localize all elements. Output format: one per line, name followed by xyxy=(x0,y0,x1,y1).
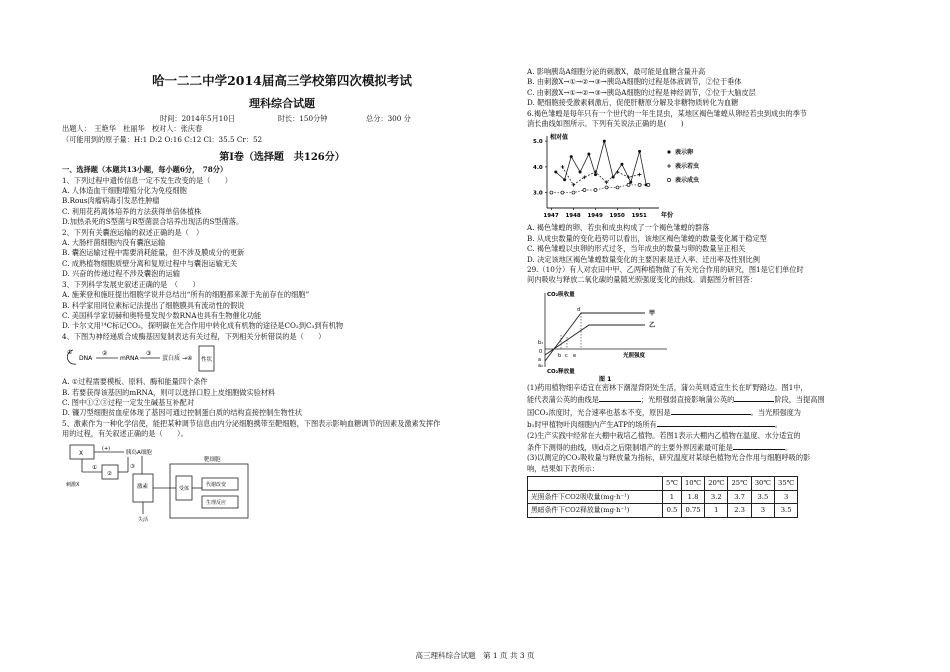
q5-label-2: ② xyxy=(107,470,112,477)
q5-stem-2: 用的过程，有关叙述正确的是（ ）。 xyxy=(62,429,188,439)
q4-option-d: D. 镰刀型细胞贫血症体现了基因可通过控制蛋白质的结构直接控制生物性状 xyxy=(62,408,303,418)
fig1-label-yi: 乙 xyxy=(649,321,656,329)
legend-label: 表示若虫 xyxy=(675,163,700,171)
q29-p2b xyxy=(527,441,872,453)
q4-label-1: ① xyxy=(67,349,73,357)
q5-label-receptor: 受体 xyxy=(179,485,190,492)
q4-label-4: →④ xyxy=(182,355,193,363)
answer-blank-4[interactable] xyxy=(657,418,775,427)
yi-curve xyxy=(545,325,645,355)
table-header-cell: 35℃ xyxy=(775,477,798,491)
q2-option-d: D. 兴奋的传递过程不涉及囊泡的运输 xyxy=(62,269,180,279)
fig1-label-b: b xyxy=(558,352,562,359)
answer-blank-1[interactable] xyxy=(599,393,641,402)
chart-point-adult xyxy=(561,192,564,195)
answer-blank-3[interactable] xyxy=(671,406,751,415)
section1-instructions: 一、选择题（本题共13小题，每小题6分， 78分） xyxy=(62,165,228,175)
q4-option-c: C. 图中①②③过程一定发生碱基互补配对 xyxy=(62,397,195,407)
locust-chart xyxy=(527,130,717,220)
chart-x-tick-label: 1947 xyxy=(543,213,559,220)
table-header-cell: 5℃ xyxy=(663,477,682,491)
chart-series-line xyxy=(551,185,648,193)
q4-option-a: A. ①过程需要模板、原料、酶和能量四个条件 xyxy=(62,377,208,387)
fig1-label-a1: a xyxy=(538,356,542,363)
q5-label-physio: 生理反应 xyxy=(206,499,227,506)
q4-option-b: B. 若要获得该基因的mRNA，则可以选择口腔上皮细胞做实验材料 xyxy=(62,387,276,397)
chart-point-egg xyxy=(629,181,632,184)
q5-label-metabolism: 代谢改变 xyxy=(206,481,227,488)
q1-stem: 1、下列过程中遗传信息一定不发生改变的是（ ） xyxy=(62,175,232,185)
left-column xyxy=(62,0,502,522)
q2-stem: 2、下列有关囊泡运输的叙述正确的是（ ） xyxy=(62,227,204,237)
table-header-cell: 20℃ xyxy=(705,477,728,491)
q29-p1c-pre: 国CO₂浓度时，光合速率也基本不变，原因是 xyxy=(527,407,671,417)
answer-blank-5[interactable] xyxy=(733,441,785,450)
chart-y-tick-label: 4.0 xyxy=(533,165,543,172)
q5-label-inactivate: 失活 xyxy=(138,516,149,522)
q6-option-d: D. 决定该地区褐色雏蝗数量变化的主要因素是迁入率、迁出率及性别比例 xyxy=(527,254,760,264)
table-row-label: 光照条件下CO2吸收量(mg·h⁻¹) xyxy=(528,490,663,504)
q5-option-c: C. 由刺激X→①→②→③→胰岛A细胞的过程是神经调节，②位于大脑皮层 xyxy=(527,87,756,97)
fig1-label-e: e xyxy=(573,352,577,359)
q2-option-b: B. 囊泡运输过程中需要消耗能量，但不涉及膜成分的更新 xyxy=(62,248,245,258)
legend-marker-adult xyxy=(667,179,670,182)
q3-option-c: C. 美国科学家切赫和奥特曼发现少数RNA也具有生物催化功能 xyxy=(62,310,262,320)
legend-marker-egg xyxy=(667,151,670,154)
q6-option-c: C. 褐色雏蝗以虫卵的形式过冬，当年成虫的数量与卵的数量呈正相关 xyxy=(527,244,746,254)
exam-duration: 时长：150分钟 xyxy=(277,114,328,123)
table-header-cell: 25℃ xyxy=(728,477,751,491)
table-cell: 3.7 xyxy=(728,490,751,504)
table-row xyxy=(528,504,798,518)
chart-x-tick-label: 1950 xyxy=(609,213,625,220)
q4-diagram xyxy=(64,344,224,374)
chart-x-tick-label: 1948 xyxy=(565,213,581,220)
temperature-table xyxy=(527,476,798,518)
q4-label-dna: DNA xyxy=(79,355,93,363)
chart-point-egg xyxy=(570,156,573,159)
page-footer: 高三理科综合试题 第 1 页 共 3 页 xyxy=(415,651,535,660)
q29-p2b-pre: 条件下测得的曲线，则d点之后限制增产的主要外界因素最可能是 xyxy=(527,442,733,452)
q29-p2a: (2)生产实践中经常在大棚中栽培乙植物。若图1表示大棚内乙植物在温度、水分适宜的 xyxy=(527,430,801,440)
q5-label-3: ③ xyxy=(130,463,135,470)
q6-option-b: B. 从成虫数量的变化趋势可以看出，该地区褐色雏蝗的数量变化属于稳定型 xyxy=(527,233,767,243)
q4-label-3: ③ xyxy=(146,350,152,358)
q29-p1c xyxy=(527,406,872,418)
q3-option-b: B. 科学家用同位素标记法提出了细胞膜具有流动性的假说 xyxy=(62,300,245,310)
q2-option-a: A. 大肠杆菌细胞内没有囊泡运输 xyxy=(62,238,166,248)
q29-p1d-post: 。 xyxy=(774,420,782,430)
q5-option-a: A. 影响胰岛A细胞分泌的刺激X，最可能是血糖含量升高 xyxy=(527,67,706,76)
chart-point-egg xyxy=(620,163,623,166)
q2-option-c: C. 成熟植物细胞质壁分离和复原过程中与囊泡运输无关 xyxy=(62,258,238,268)
q5-label-plus: (+) xyxy=(102,445,111,452)
q29-p3b: 响，结果如下表所示： xyxy=(527,463,599,473)
table-cell: 1 xyxy=(705,504,728,518)
chart-point-nymph xyxy=(638,173,642,177)
q3-stem: 3、下列科学发展史叙述正确的是 （ ） xyxy=(62,279,200,289)
q4-label-2: ② xyxy=(102,350,108,358)
q1-option-b: B.Rous肉瘤病毒引发恶性肿瘤 xyxy=(62,196,160,206)
table-header-row xyxy=(528,477,798,491)
q29-p1b-mid: ；光照强弱直接影响蒲公英的 xyxy=(640,395,735,405)
exam-date: 时间：2014年5月10日 xyxy=(160,114,236,123)
q3-option-d: D. 卡尔文用¹⁴C标记CO₂，探明碳在光合作用中转化成有机物的途径是CO₂到C₃到有机物 xyxy=(62,321,344,331)
fig1-ylabel-neg: CO₂释放量 xyxy=(547,368,575,375)
legend-label: 表示成虫 xyxy=(675,177,700,185)
q4-label-protein: 蛋白质 xyxy=(162,355,181,363)
q29-stem-2: 间内吸收与释放二氧化碳的量随光照强度变化的曲线。请据图分析回答： xyxy=(527,275,758,285)
chart-point-egg xyxy=(587,153,590,156)
exam-score: 总分：300 分 xyxy=(366,114,411,123)
table-cell: 1 xyxy=(663,490,682,504)
chart-point-egg xyxy=(603,140,606,143)
chart-point-adult xyxy=(616,186,619,189)
table-header-cell: 10℃ xyxy=(681,477,704,491)
chart-point-egg xyxy=(554,171,557,174)
q1-option-a: A. 人体造血干细胞增殖分化为免疫细胞 xyxy=(62,186,187,196)
table-cell: 3.2 xyxy=(705,490,728,504)
table-header-cell xyxy=(528,477,663,491)
chart-point-nymph xyxy=(561,165,565,169)
chart-point-adult xyxy=(605,186,608,189)
fig1-label-jia: 甲 xyxy=(649,309,656,317)
fig1-label-a2: a₂ xyxy=(538,362,544,369)
chart-point-egg xyxy=(563,179,566,182)
table-row-label: 黑暗条件下CO2释放量(mg·h⁻¹) xyxy=(528,504,663,518)
q5-label-x: X xyxy=(79,449,84,457)
legend-marker-nymph xyxy=(667,164,671,168)
table-cell: 1.8 xyxy=(681,490,704,504)
table-cell: 3.5 xyxy=(775,504,798,518)
q4-label-trait: 性状 xyxy=(201,357,213,364)
q6-stem-2: 消长曲线如图所示。下列有关说法正确的是( ) xyxy=(527,119,684,129)
q5-label-1: ① xyxy=(92,464,97,471)
chart-point-egg xyxy=(638,150,641,153)
chart-x-tick-label: 1949 xyxy=(587,213,603,220)
q29-p2b-post: 。 xyxy=(784,442,793,452)
q5-label-target: 靶细胞 xyxy=(204,456,221,463)
table-cell: 0.75 xyxy=(681,504,704,518)
answer-blank-2[interactable] xyxy=(734,393,774,402)
chart-point-adult xyxy=(550,192,553,195)
q5-stem: 5、激素作为一种化学信使，能把某种调节信息由内分泌细胞携带至靶细胞，下图表示影响血糖调节的因素及激素发挥作 xyxy=(62,418,441,428)
q5-option-d: D. 靶细胞接受激素刺激后，促使肝糖原分解及非糖物质转化为血糖 xyxy=(527,98,739,108)
q1-option-d: D.加热杀死的S型菌与R型菌混合培养出现活的S型菌落。 xyxy=(62,217,244,227)
legend-label: 表示卵 xyxy=(675,149,694,157)
q29-p1b-pre: 能代表蒲公英的曲线是 xyxy=(527,395,599,405)
fig1-label-d: d xyxy=(577,306,581,313)
q29-p1d-pre: b₁时甲植物叶肉细胞内产生ATP的场所有 xyxy=(527,420,657,430)
q29-stem: 29.（10分）有人对农田中甲、乙两种植物做了有关光合作用的研究，图1是它们单位时 xyxy=(527,265,804,275)
exam-info-row xyxy=(62,114,502,124)
q3-option-a: A. 施莱登和施旺提出细胞学说并总结出“所有的细胞都来源于先前存在的细胞” xyxy=(62,290,310,300)
fig1-caption: 图 1 xyxy=(599,375,612,383)
chart-point-egg xyxy=(579,171,582,174)
chart-y-tick-label: 5.0 xyxy=(533,139,543,146)
chart-point-adult xyxy=(594,189,597,192)
q4-label-mrna: mRNA xyxy=(120,355,139,363)
table-cell: 3.5 xyxy=(751,490,774,504)
q5-option-b: B. 由刺激X→①→②→③→胰岛A细胞的过程是体液调节，②位于垂体 xyxy=(527,77,742,87)
q5-label-islet-a: 胰岛A细胞 xyxy=(126,449,152,456)
q29-p1c-post: 。当光照强度为 xyxy=(750,407,801,417)
q29-p1d xyxy=(527,418,872,430)
table-cell: 2.3 xyxy=(728,504,751,518)
atomic-masses: （可能用到的原子量：H:1 D:2 O:16 C:12 Cl：35.5 Cr：52 xyxy=(62,134,263,144)
chart-point-adult xyxy=(627,184,630,187)
chart-series-line xyxy=(556,142,646,186)
chart-y-tick-label: 3.0 xyxy=(533,191,543,198)
q5-label-stimulus: 刺激X xyxy=(66,481,80,488)
q29-p3a: (3)以测定的CO₂吸收量与释放量为指标，研究温度对某绿色植物光合作用与细胞呼吸的影 xyxy=(527,453,811,463)
q29-figure xyxy=(527,287,687,383)
exam-subtitle: 理科综合试题 xyxy=(249,97,315,110)
q29-p1b-post: 阶段，当提高围 xyxy=(774,395,825,405)
exam-title: 哈一二二中学2014届高三学校第四次模拟考试 xyxy=(152,73,412,88)
table-cell: 0.5 xyxy=(663,504,682,518)
fig1-ylabel: CO₂吸收量 xyxy=(547,291,575,298)
q5-label-hormone: 激素 xyxy=(137,483,149,490)
chart-point-adult xyxy=(583,189,586,192)
fig1-label-b1: b₁ xyxy=(538,339,544,346)
chart-xlabel: 年份 xyxy=(661,212,674,220)
chart-point-adult xyxy=(572,192,575,195)
chart-point-adult xyxy=(638,184,641,187)
table-cell: 3 xyxy=(751,504,774,518)
q29-p1a: (1)药用植物细辛适宜在密林下潮湿背阴处生活，蒲公英则适宜生长在旷野路边。图1中， xyxy=(527,382,808,392)
table-header-cell: 30℃ xyxy=(751,477,774,491)
q4-stem: 4、下图为神经递质合成酶基因复制表达有关过程，下列相关分析错误的是（ ） xyxy=(62,331,326,341)
q5-diagram xyxy=(62,442,262,522)
fig1-xlabel: 光照强度 xyxy=(623,352,646,359)
table-cell: 3 xyxy=(775,490,798,504)
chart-ylabel: 相对值 xyxy=(550,134,569,142)
q1-option-c: C. 利用花药离体培养的方法获得单倍体植株 xyxy=(62,206,202,216)
right-column xyxy=(527,0,872,518)
q6-stem: 6.褐色雏蝗是每年只有一个世代的一年生昆虫，某地区褐色雏蝗从卵经若虫到成虫的季节 xyxy=(527,108,807,118)
q29-p1b xyxy=(527,393,872,405)
section1-title: 第Ⅰ卷（选择题 共126分） xyxy=(219,152,345,164)
chart-x-tick-label: 1951 xyxy=(631,213,647,220)
exam-authors: 出题人： 王艳华 杜丽华 校对人：张庆春 xyxy=(62,124,203,134)
table-row xyxy=(528,490,798,504)
fig1-origin: 0 xyxy=(539,348,543,355)
chart-point-adult xyxy=(647,184,650,187)
fig1-label-c: c xyxy=(565,352,568,359)
q6-option-a: A. 褐色雏蝗的卵、若虫和成虫构成了一个褐色雏蝗的群落 xyxy=(527,223,710,233)
